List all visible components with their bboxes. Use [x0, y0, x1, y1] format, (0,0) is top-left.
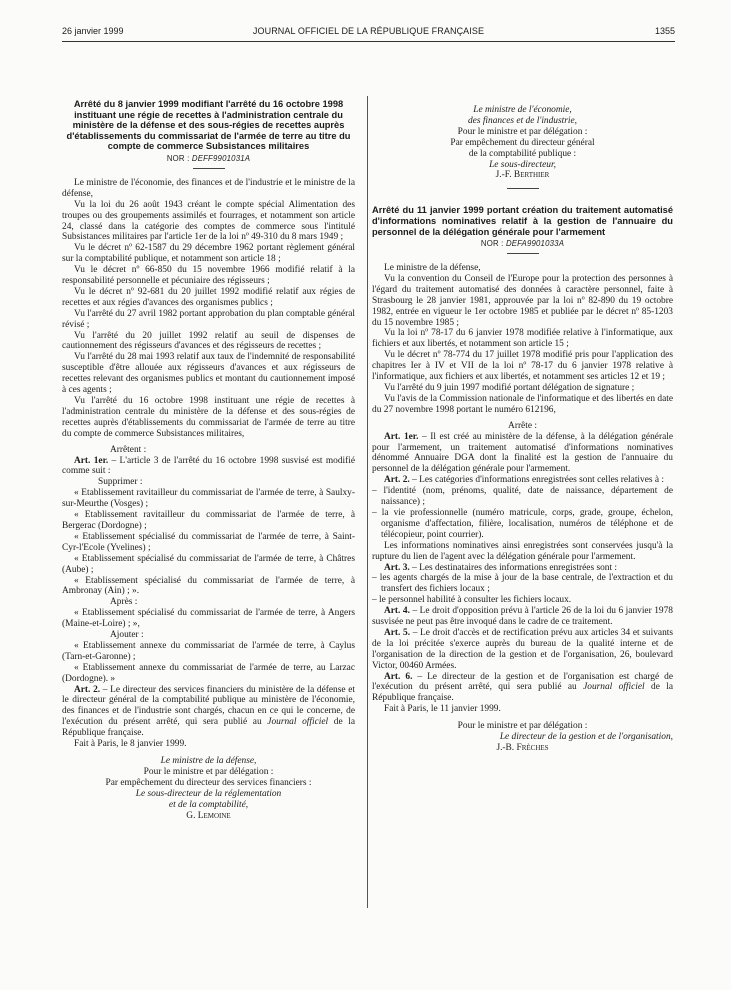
separator-rule: [507, 188, 539, 189]
header-rule: [62, 41, 675, 42]
name-initial: J.-F. B: [495, 170, 521, 181]
article-6: [372, 672, 673, 705]
visa-paragraph: Vu l'arrêté du 9 juin 1997 modifié portant délégation de signature ;: [384, 383, 635, 393]
decree-title-1: Arrêté du 8 janvier 1999 modifiant l'arrêté du 16 octobre 1998 instituant une régie de recettes à l'administration centrale du ministère de la défense et des sous-régies de recettes auprès d'établissements du commissariat de l'armée de terre au titre du compte de commerce Subsistances militaires: [66, 99, 351, 152]
article-text: – Les catégories d'informations enregistrées sont celles relatives à :: [409, 475, 664, 486]
visa-paragraph: Vu l'avis de la Commission nationale de l'informatique et des libertés en date du 27 novembre 1998 portant le numéro 612196,: [372, 393, 673, 415]
visa-paragraph: Vu l'arrêté du 27 avril 1982 portant approbation du plan comptable général révisé ;: [62, 308, 355, 330]
signatory-impediment: Par empêchement du directeur des services financiers :: [105, 777, 312, 788]
signatory-delegation: Pour le ministre et par délégation :: [143, 766, 274, 777]
article-label: Art. 1er.: [74, 455, 109, 466]
list-item: – l'identité (nom, prénoms, qualité, date de naissance, département de naissance) ;: [372, 486, 673, 508]
signatory-name: [372, 743, 673, 754]
nor-label: NOR :: [480, 239, 504, 249]
visa-paragraph: Vu l'arrêté du 28 mai 1993 relatif aux taux de l'indemnité de responsabilité susceptible d'être allouée aux régisseurs d'avances et aux régisseurs de recettes relevant des organismes publics et montant du cautionnement imposé à ces agents ;: [62, 352, 355, 396]
visa-paragraph: Vu la loi du 26 août 1943 créant le compte spécial Alimentation des troupes ou des groupements assimilés et fourrages, et notamment son article 24, classé dans la catégorie des comptes de commerce sous l'intitulé Subsistances militaires par l'article 1er de la loi nº 49-310 du 8 mars 1949 ;: [62, 199, 355, 243]
list-item: – la vie professionnelle (numéro matricule, corps, grade, groupe, échelon, organisme d'affectation, filière, localisation, numéros de téléphone et de télécopieur, point courrier).: [372, 507, 673, 540]
column-divider: [367, 96, 368, 908]
article-text: Les informations nominatives ainsi enregistrées sont conservées jusqu'à la rupture du lien de l'agent avec la délégation générale pour l'armement.: [372, 540, 673, 562]
title-rule: [193, 168, 225, 169]
signatory-role: Le ministre de la défense,: [160, 756, 257, 766]
fait-a-paris: Fait à Paris, le 11 janvier 1999.: [384, 704, 501, 715]
supprimer-heading: Supprimer :: [98, 477, 143, 488]
article-2: [62, 685, 355, 740]
journal-name: Journal officiel: [583, 682, 645, 693]
signatory-subtitle: Le sous-directeur de la réglementation: [135, 788, 282, 799]
article-text: – Le droit d'accès et de rectification prévu aux articles 34 et suivants de la loi précitée s'exerce auprès du bureau de la qualité interne et de l'organisation de la direction de la gestion et de l'organisation, 26, boulevard Victor, 00460 Armées.: [372, 627, 674, 671]
signatory-delegation: Pour le ministre et par délégation :: [457, 721, 588, 732]
visa-paragraph: Vu le décret nº 66-850 du 15 novembre 1966 modifié relatif à la responsabilité personnelle et pécuniaire des régisseurs ;: [62, 265, 355, 287]
visa-paragraph: Vu le décret nº 92-681 du 20 juillet 1992 modifié relatif aux régies de recettes et aux régies d'avances des organismes publics ;: [62, 286, 355, 308]
nor-label: NOR :: [166, 153, 190, 163]
list-item: « Etablissement spécialisé du commissariat de l'armée de terre, à Angers (Maine-et-Loire) ; »,: [62, 608, 355, 630]
visa-paragraph: Vu la convention du Conseil de l'Europe pour la protection des personnes à l'égard du traitement automatisé des données à caractère personnel, faite à Strasbourg le 28 janvier 1981, approuvée par la loi nº 82-890 du 19 octobre 1982, entrée en vigueur le 1er octobre 1985 et publiée par le décret nº 85-1203 du 15 novembre 1985 ;: [372, 273, 673, 328]
article-1: [62, 456, 355, 478]
signatory-subtitle: Le sous-directeur,: [489, 159, 556, 170]
nor-reference-1: [62, 154, 355, 165]
list-item: – le personnel habilité à consulter les fichiers locaux.: [372, 595, 572, 606]
visa-paragraph: Vu le décret nº 62-1587 du 29 décembre 1962 portant règlement général sur la comptabilité publique, et notamment son article 18 ;: [62, 243, 355, 265]
list-item: « Etablissement spécialisé du commissariat de l'armée de terre, à Ambronay (Ain) ; ».: [62, 575, 355, 597]
name-rest: erthier: [520, 170, 550, 181]
visa-paragraph: Vu le décret nº 78-774 du 17 juillet 1978 modifié pris pour l'application des chapitres Ier à IV et VII de la loi nº 78-17 du 6 janvier 1978 relative à l'informatique, aux fichiers et aux libertés, et notamment ses articles 12 et 19 ;: [372, 350, 673, 383]
article-label: Art. 2.: [74, 684, 101, 695]
list-item: « Etablissement annexe du commissariat de l'armée de terre, au Larzac (Dordogne). »: [62, 662, 355, 684]
fait-a-paris: Fait à Paris, le 8 janvier 1999.: [74, 739, 187, 750]
article-text: – Le droit d'opposition prévu à l'article 26 de la loi du 6 janvier 1978 susvisée ne peut pas être invoqué dans le cadre de ce traitement.: [372, 606, 673, 628]
title-rule: [507, 253, 539, 254]
signatory-subtitle: et de la comptabilité,: [168, 799, 249, 810]
nor-code: DEFF9901031A: [191, 153, 251, 163]
list-item: « Etablissement ravitailleur du commissariat de l'armée de terre, à Saulxy-sur-Meurthe (Vosges) ;: [62, 488, 355, 510]
page-header: [62, 26, 675, 40]
article-label: Art. 4.: [384, 606, 410, 617]
name-initial: G. L: [186, 810, 204, 821]
decree-title-2: Arrêté du 11 janvier 1999 portant création du traitement automatisé d'informations nominatives relatif à la gestion de l'annuaire du personnel de la délégation générale pour l'armement: [372, 205, 673, 237]
visa-paragraph: Vu l'arrêté du 20 juillet 1992 relatif au seuil de dispenses de cautionnement des régisseurs d'avances et des régisseurs de recettes ;: [62, 330, 355, 352]
article-text: – Les destinataires des informations enregistrées sont :: [409, 562, 618, 573]
visas-list: [62, 178, 355, 440]
ajouter-heading: Ajouter :: [110, 630, 144, 641]
visa-paragraph: Vu la loi nº 78-17 du 6 janvier 1978 modifiée relative à l'informatique, aux fichiers et aux libertés, et notamment son article 15 ;: [372, 328, 673, 350]
name-rest: rèches: [521, 743, 549, 753]
signature-block-top: [372, 105, 673, 181]
list-item: – les agents chargés de la mise à jour de la base centrale, de l'extraction et du transfert des fichiers locaux ;: [372, 573, 673, 595]
arrete-heading: Arrête :: [508, 420, 537, 431]
article-label: Art. 1er.: [384, 431, 419, 442]
journal-name: Journal officiel: [267, 717, 329, 728]
signatory-impediment: de la comptabilité publique :: [468, 148, 577, 159]
visas-list: [372, 263, 673, 416]
article-text: – Le directeur de la gestion et de l'organisation est chargé de l'exécution du présent arrêté, qui sera publié au: [372, 671, 673, 693]
header-page-number: 1355: [654, 26, 675, 36]
article-label: Art. 5.: [384, 627, 411, 638]
article-text: de la République française.: [62, 717, 356, 739]
signature-block-1: [62, 756, 355, 821]
left-column: [62, 99, 355, 821]
signature-block-2: [372, 721, 673, 754]
signatory-role: des finances et de l'industrie,: [467, 115, 578, 126]
visa-paragraph: Vu l'arrêté du 16 octobre 1998 instituant une régie de recettes à l'administration centrale du ministère de la défense et des sous-régies de recettes auprès d'établissements du commissariat de l'armée de terre au titre du compte de commerce Subsistances militaires,: [62, 396, 355, 439]
article-label: Art. 3.: [384, 562, 410, 573]
article-text: – Le directeur des services financiers du ministère de la défense et le directeur général de la comptabilité publique au ministère de l'économie, des finances et de l'industrie sont chargés, chacun en ce qui le concerne, de l'exécution du présent arrêté, qui sera publié au: [62, 684, 355, 728]
article-text: – L'article 3 de l'arrêté du 16 octobre 1998 susvisé est modifié comme suit :: [62, 455, 355, 477]
name-rest: emoine: [203, 810, 231, 821]
signatory-impediment: Par empêchement du directeur général: [450, 137, 595, 148]
name-initial: J.-B. F: [496, 743, 522, 753]
right-column: [372, 105, 673, 754]
article-text: de la République française.: [372, 682, 673, 704]
signatory-delegation: Pour le ministre et par délégation :: [457, 126, 588, 137]
list-item: « Etablissement annexe du commissariat de l'armée de terre, à Caylus (Tarn-et-Garonne) ;: [62, 640, 355, 662]
apres-heading: Après :: [110, 597, 138, 608]
list-item: « Etablissement spécialisé du commissariat de l'armée de terre, à Saint-Cyr-l'Ecole (Yvelines) ;: [62, 531, 355, 553]
nor-reference-2: [372, 239, 673, 250]
signatory-name: [62, 811, 355, 822]
arretent-heading: Arrêtent :: [110, 444, 147, 455]
signatory-role: Le directeur de la gestion et de l'organisation,: [499, 732, 673, 743]
header-date: 26 janvier 1999: [62, 26, 124, 36]
article-label: Art. 2.: [384, 475, 410, 486]
list-item: « Etablissement spécialisé du commissariat de l'armée de terre, à Châtres (Aube) ;: [62, 553, 355, 575]
article-5: [372, 628, 673, 672]
nor-code: DEFA9901033A: [505, 239, 565, 249]
signatory-name: [372, 170, 673, 181]
article-3: [372, 563, 673, 574]
article-text: – Il est créé au ministère de la défense, à la délégation générale pour l'armement, un traitement automatisé d'informations nominatives dénommé Annuaire DGA dont la finalité est la gestion de l'annuaire du personnel de la délégation générale pour l'armement.: [372, 431, 673, 475]
visa-paragraph: Le ministre de la défense,: [384, 263, 481, 274]
header-title: JOURNAL OFFICIEL DE LA RÉPUBLIQUE FRANÇAISE: [252, 26, 485, 36]
signatory-role: Le ministre de l'économie,: [473, 105, 572, 115]
article-label: Art. 6.: [384, 671, 413, 682]
article-4: [372, 606, 673, 628]
list-item: « Etablissement ravitailleur du commissariat de l'armée de terre, à Bergerac (Dordogne) ;: [62, 510, 355, 531]
article-1: [372, 432, 673, 476]
visa-paragraph: Le ministre de l'économie, des finances et de l'industrie et le ministre de la défense,: [62, 177, 355, 199]
article-2: [372, 475, 673, 486]
